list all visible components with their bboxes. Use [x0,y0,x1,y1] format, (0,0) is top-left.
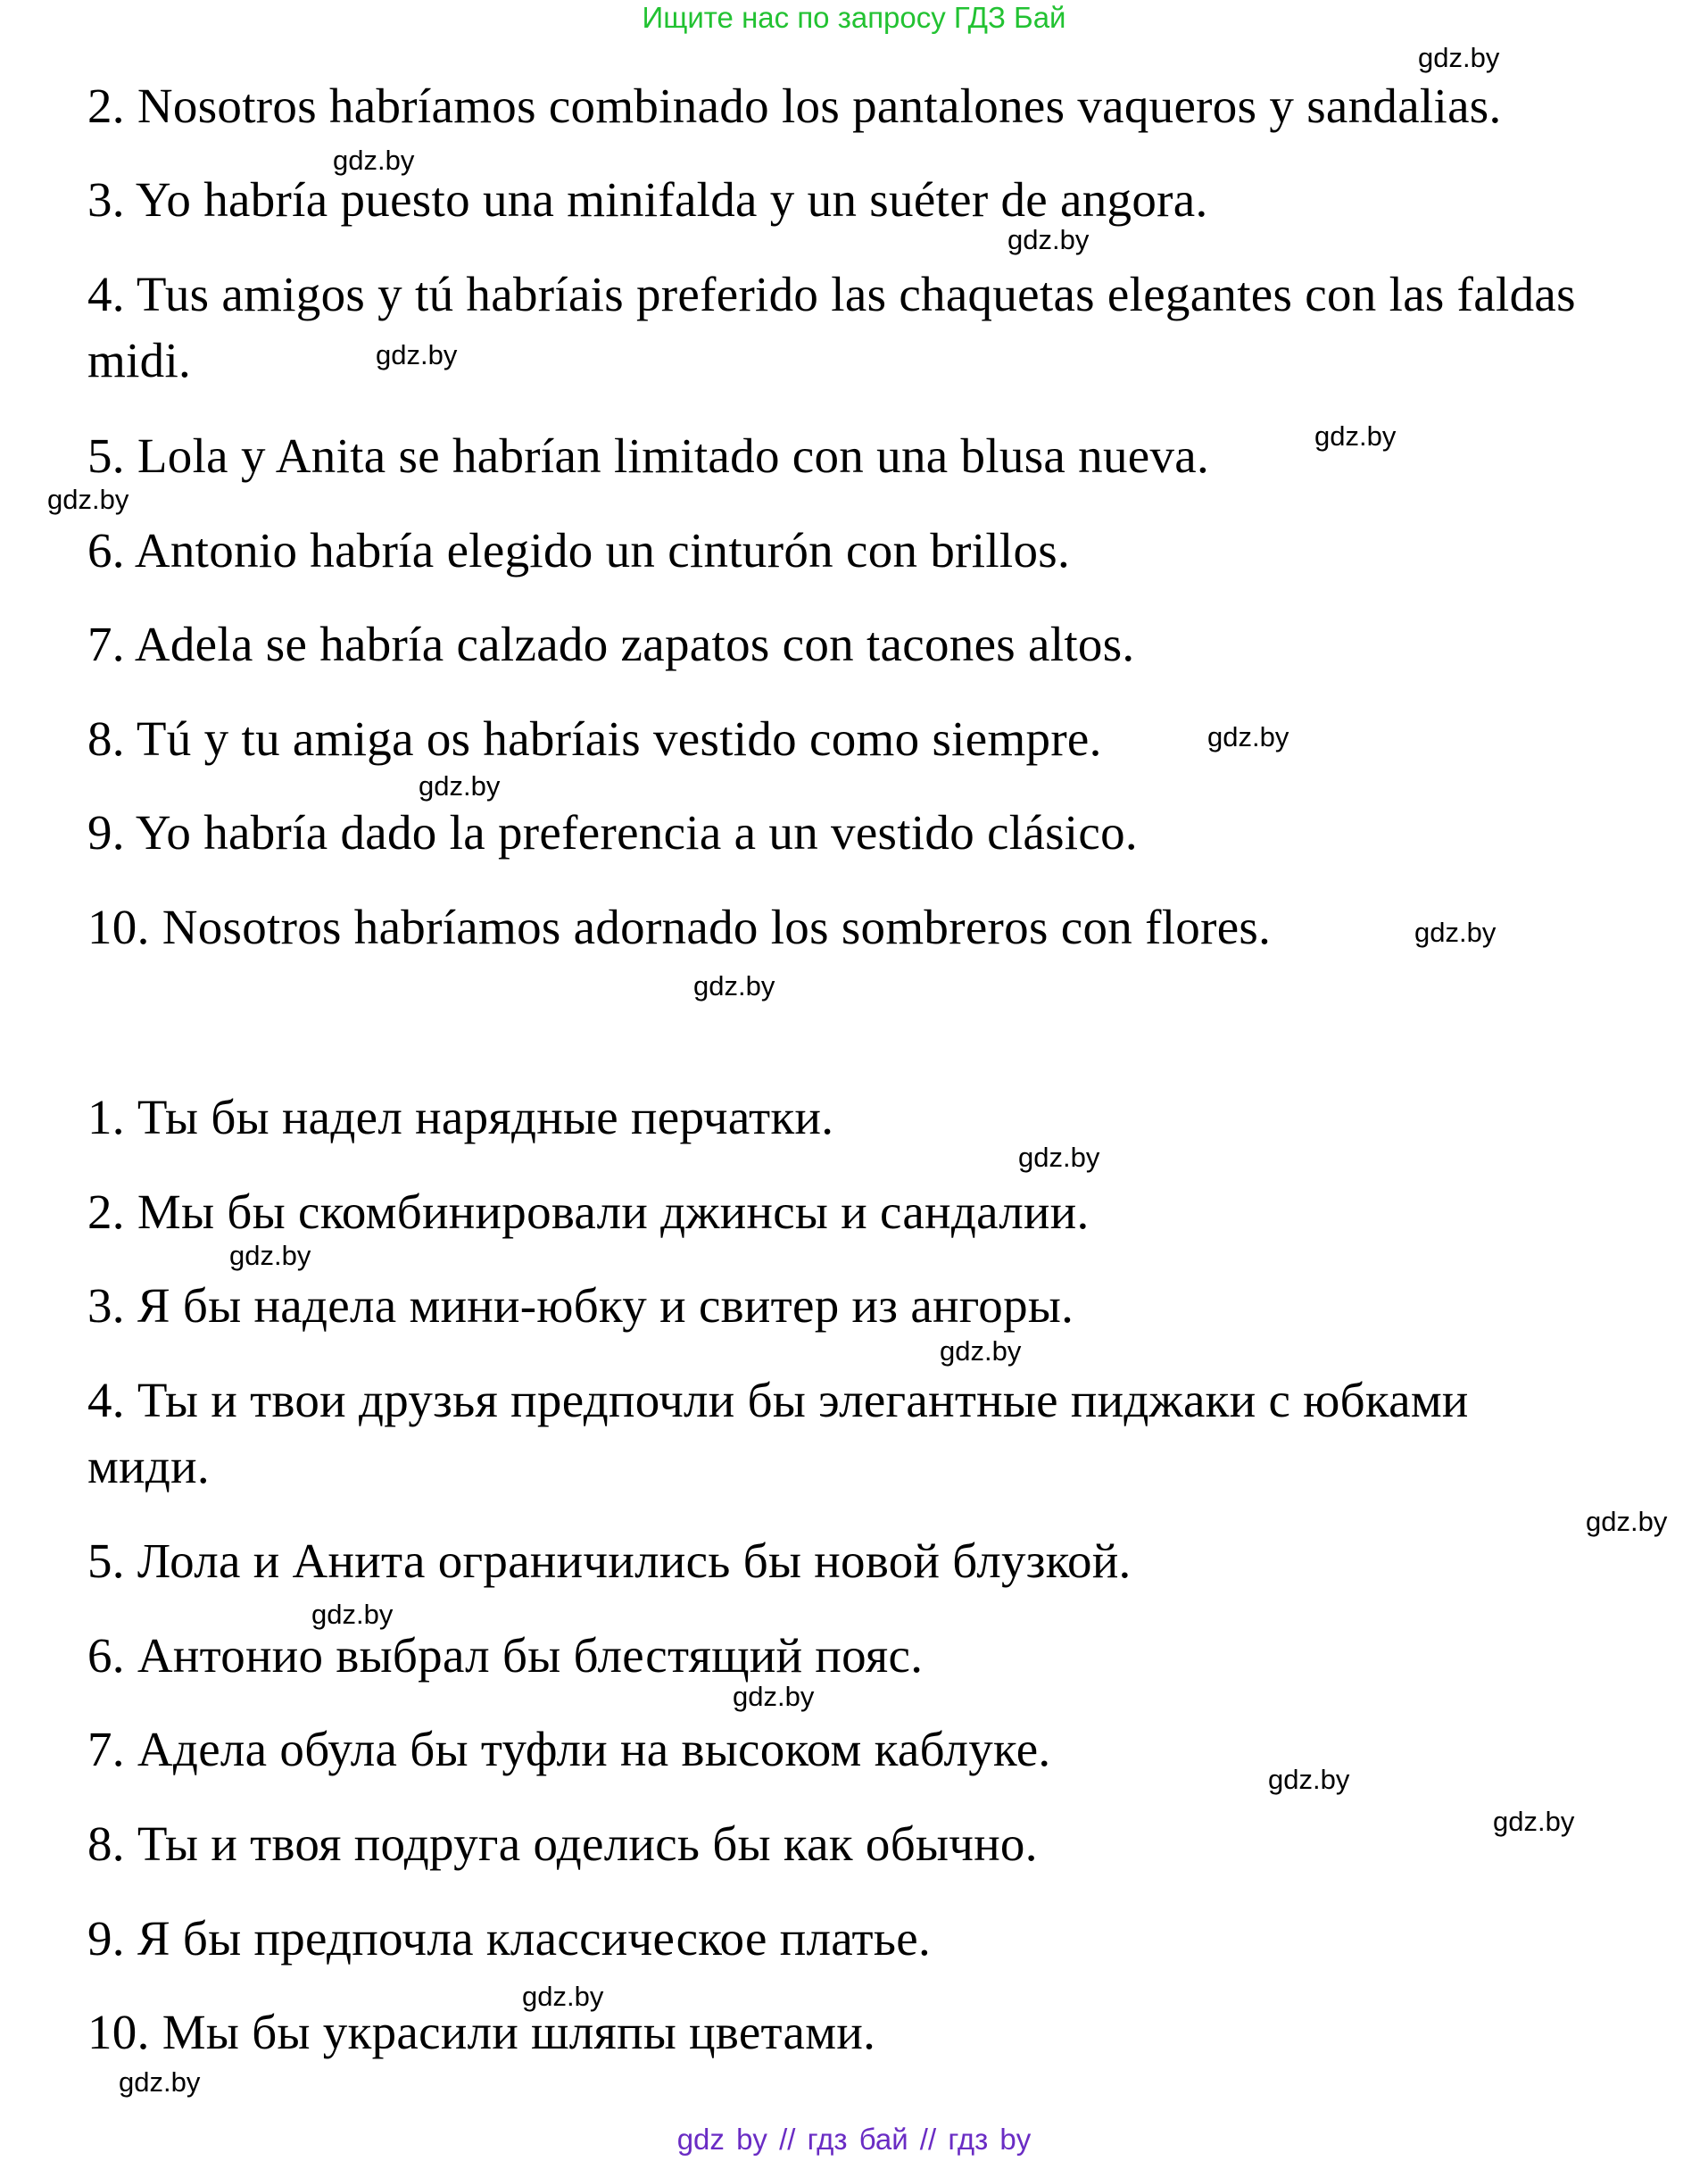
watermark: gdz.by [693,970,775,1002]
watermark: gdz.by [119,2066,201,2098]
watermark: gdz.by [229,1240,311,1271]
spanish-sentence-8: 8. Tú y tu amiga os habríais vestido como siempre. [87,711,1102,766]
russian-sentence-1: 1. Ты бы надел нарядные перчатки. [87,1090,834,1144]
russian-sentence-6: 6. Антонио выбрал бы блестящий пояс. [87,1628,924,1683]
russian-sentence-9: 9. Я бы предпочла классическое платье. [87,1911,932,1966]
spanish-sentence-5: 5. Lola y Anita se habrían limitado con una blusa nueva. [87,428,1210,483]
search-hint-banner: Ищите нас по запросу ГДЗ Бай [642,1,1066,34]
watermark: gdz.by [1418,42,1500,73]
russian-sentence-3: 3. Я бы надела мини-юбку и свитер из ангоры. [87,1278,1074,1333]
spanish-sentence-6: 6. Antonio habría elegido un cinturón con brillos. [87,523,1071,578]
russian-sentence-4-continued: миди. [87,1439,210,1493]
russian-sentence-4: 4. Ты и твои друзья предпочли бы элегантные пиджаки с юбками [87,1373,1469,1427]
watermark: gdz.by [1414,917,1497,948]
watermark: gdz.by [1314,420,1397,452]
russian-sentence-10: 10. Мы бы украсили шляпы цветами. [87,2005,876,2059]
russian-sentence-8: 8. Ты и твоя подруга оделись бы как обычно. [87,1816,1038,1871]
russian-sentence-2: 2. Мы бы скомбинировали джинсы и сандалии. [87,1184,1090,1239]
watermark: gdz.by [1207,721,1289,752]
watermark: gdz.by [376,339,458,370]
spanish-sentence-4-continued: midi. [87,333,192,387]
watermark: gdz.by [733,1681,815,1712]
footer-links: gdz by // гдз бай // гдз by [676,2123,1032,2156]
watermark: gdz.by [1493,1806,1575,1837]
watermark: gdz.by [940,1335,1022,1367]
watermark: gdz.by [1586,1506,1668,1537]
russian-sentence-5: 5. Лола и Анита ограничились бы новой блузкой. [87,1533,1132,1588]
watermark: gdz.by [333,145,415,176]
watermark: gdz.by [1018,1142,1100,1173]
watermark: gdz.by [311,1599,394,1630]
watermark: gdz.by [47,484,129,515]
watermark: gdz.by [419,770,501,802]
spanish-sentence-3: 3. Yo habría puesto una minifalda y un suéter de angora. [87,172,1208,227]
spanish-sentence-4: 4. Tus amigos y tú habríais preferido las chaquetas elegantes con las faldas [87,267,1576,321]
watermark: gdz.by [1268,1764,1350,1795]
russian-sentence-7: 7. Адела обула бы туфли на высоком каблуке. [87,1722,1051,1776]
spanish-sentence-7: 7. Adela se habría calzado zapatos con tacones altos. [87,617,1135,671]
spanish-sentence-9: 9. Yo habría dado la preferencia a un vestido clásico. [87,805,1138,860]
watermark: gdz.by [522,1981,604,2012]
spanish-sentence-10: 10. Nosotros habríamos adornado los sombreros con flores. [87,900,1272,954]
spanish-sentence-2: 2. Nosotros habríamos combinado los pantalones vaqueros y sandalias. [87,79,1502,133]
watermark: gdz.by [1007,224,1090,255]
